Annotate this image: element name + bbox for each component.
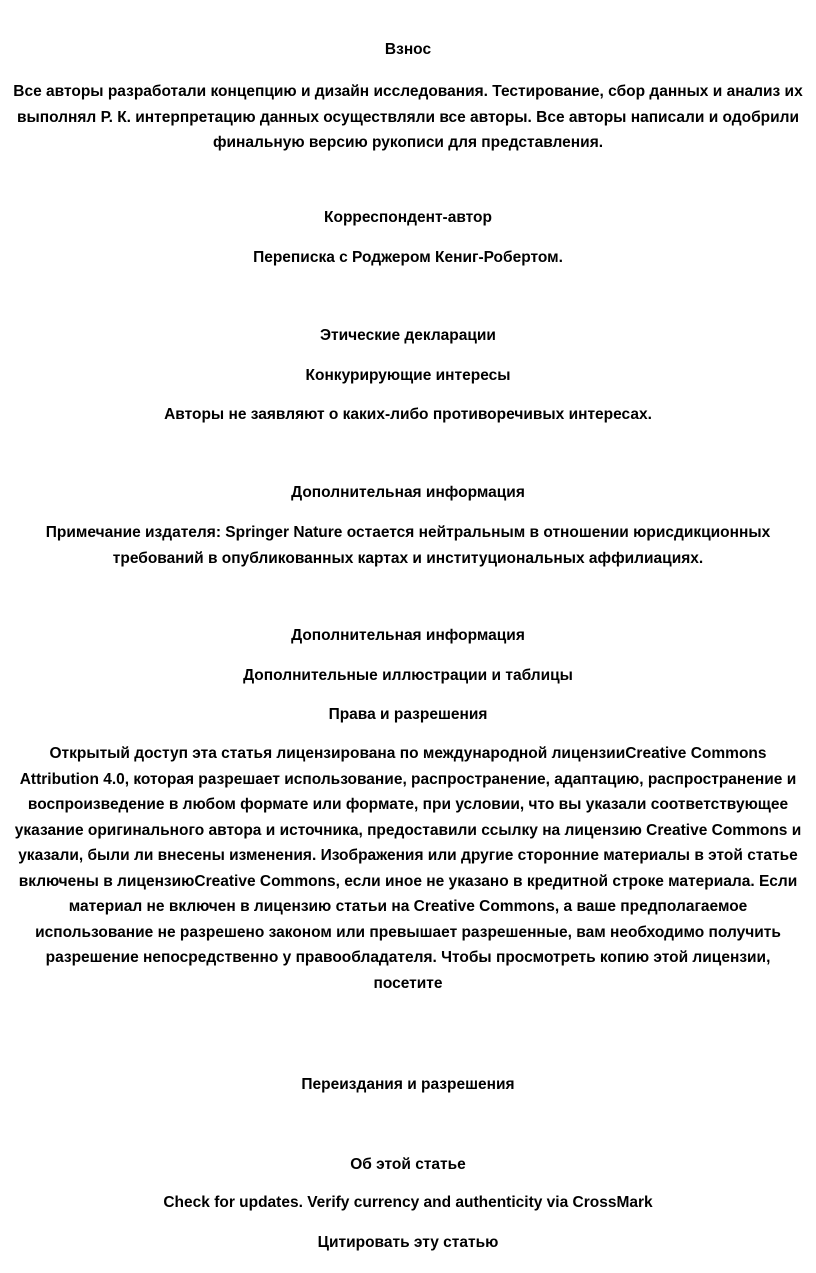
competing-interests-heading: Конкурирующие интересы: [305, 367, 511, 384]
publisher-note-text: Примечание издателя: Springer Nature остается нейтральным в отношении юрисдикционных требований в опубликованных картах и институциональных аффилиациях.: [45, 524, 771, 567]
reprints-heading[interactable]: Переиздания и разрешения: [301, 1076, 515, 1093]
correspondence-text[interactable]: Переписка с Роджером Кениг-Робертом.: [253, 249, 563, 266]
open-access-license-text: Открытый доступ эта статья лицензирована по международной лицензииCreative Commons Attribution 4.0, которая разрешает использование, распространение, адаптацию, распространение и воспроизведение в любом формате или формате, при условии, что вы указали соответствующее указание оригинального автора и источника, предоставили ссылку на лицензию Creative Commons и указали, были ли внесены изменения. Изображения или другие сторонние материалы в этой статье включены в лицензиюCreative Commons, если иное не указано в кредитной строке материала. Если материал не включен в лицензию статьи на Creative Commons, а ваше предполагаемое использование не разрешено законом или превышает разрешенные, вам необходимо получить разрешение непосредственно у правообладателя. Чтобы просмотреть копию этой лицензии, посетите: [14, 745, 802, 992]
competing-interests-text: Авторы не заявляют о каких-либо противоречивых интересах.: [164, 406, 652, 423]
rights-heading: Права и разрешения: [328, 706, 488, 723]
supplementary-heading: Дополнительная информация: [291, 627, 525, 644]
correspondence-heading: Корреспондент-автор: [324, 209, 492, 226]
additional-info-heading: Дополнительная информация: [291, 484, 525, 501]
cite-article-heading: Цитировать эту статью: [317, 1234, 499, 1251]
supplementary-illustrations-link[interactable]: Дополнительные иллюстрации и таблицы: [243, 667, 573, 684]
crossmark-link[interactable]: Check for updates. Verify currency and authenticity via CrossMark: [163, 1194, 653, 1211]
ethics-heading: Этические декларации: [320, 327, 496, 344]
about-article-heading: Об этой статье: [350, 1156, 466, 1173]
contribution-heading: Взнос: [384, 41, 432, 58]
contribution-text: Все авторы разработали концепцию и дизайн исследования. Тестирование, сбор данных и анализ их выполнял Р. К. интерпретацию данных осуществляли все авторы. Все авторы написали и одобрили финальную версию рукописи для представления.: [13, 83, 803, 151]
